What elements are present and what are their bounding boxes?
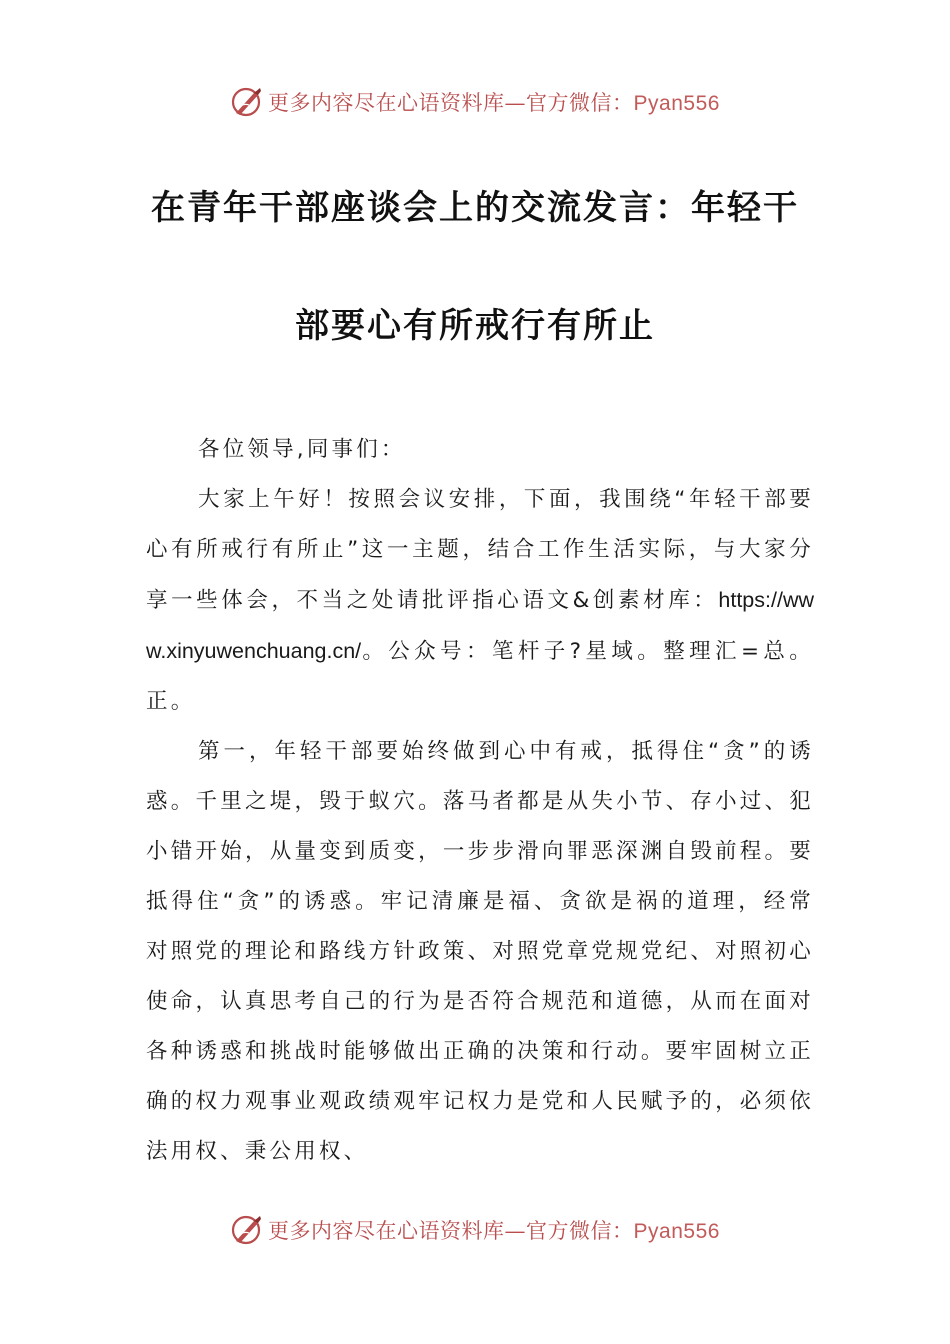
intro-tail: 。公众号：笔杆子?星域。整理汇=总。正。: [146, 639, 814, 714]
watermark-handle: Pyan556: [633, 92, 720, 115]
source-link[interactable]: https://www.xinyuwenchuang.cn/: [146, 588, 814, 663]
footer-watermark: [0, 1210, 950, 1250]
pen-logo-icon: [230, 1213, 264, 1247]
watermark-handle: Pyan556: [633, 1220, 720, 1243]
intro-text: 大家上午好！按照会议安排，下面，我围绕“年轻干部要心有所戒行有所止”这一主题，结合工作生活实际，与大家分享一些体会，不当之处请批评指心语文&创素材库：: [146, 487, 814, 613]
document-body: [146, 425, 814, 1177]
document-title-line-2: 部要心有所戒行有所止: [295, 306, 655, 346]
document-title-line-1: 在青年干部座谈会上的交流发言：年轻干: [151, 188, 799, 228]
paragraph-intro: [146, 475, 814, 727]
watermark-text: 更多内容尽在心语资料库—官方微信：Pyan556: [268, 1219, 720, 1243]
salutation: 各位领导,同事们：: [198, 437, 406, 462]
paragraph-point-one: 第一，年轻干部要始终做到心中有戒，抵得住“贪”的诱惑。千里之堤，毁于蚁穴。落马者都是从失小节、存小过、犯小错开始，从量变到质变，一步步滑向罪恶深渊自毁前程。要抵得住“贪”的诱惑。牢记清廉是福、贪欲是祸的道理，经常对照党的理论和路线方针政策、对照党章党规党纪、对照初心使命，认真思考自己的行为是否符合规范和道德，从而在面对各种诱惑和挑战时能够做出正确的决策和行动。要牢固树立正确的权力观事业观政绩观牢记权力是党和人民赋予的，必须依法用权、秉公用权、: [146, 739, 814, 1164]
watermark-text: 更多内容尽在心语资料库—官方微信：Pyan556: [268, 91, 720, 115]
pen-logo-icon: [230, 85, 264, 119]
header-watermark: [0, 82, 950, 122]
